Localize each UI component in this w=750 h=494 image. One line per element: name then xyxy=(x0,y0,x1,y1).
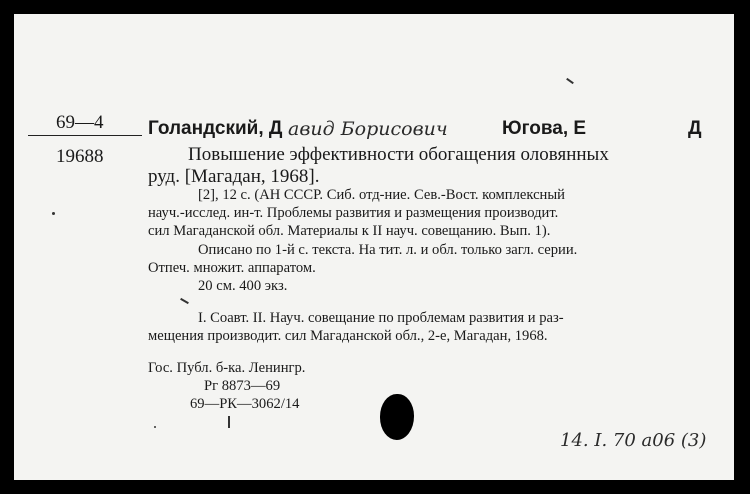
coauthor-heading: Югова, Е xyxy=(502,118,587,139)
body-line-3: сил Магаданской обл. Материалы к II науч. совещанию. Вып. 1). xyxy=(148,223,551,239)
body-line-1: [2], 12 с. (АН СССР. Сиб. отд-ние. Сев.-Вост. комплексный xyxy=(198,187,565,203)
rk-number: 69—РК—3062/14 xyxy=(190,396,300,412)
call-number: 69—4 xyxy=(56,112,104,133)
speck xyxy=(154,426,156,428)
title-line-1: Повышение эффективности обогащения оловянных xyxy=(188,144,609,165)
size-and-print-run: 20 см. 400 экз. xyxy=(198,278,288,294)
call-number-rule xyxy=(28,135,142,136)
index-letter: Д xyxy=(688,118,702,139)
stray-mark xyxy=(228,416,230,428)
note-line-1: Описано по 1-й с. текста. На тит. л. и обл. только загл. серии. xyxy=(198,242,578,258)
note-line-2: Отпеч. множит. аппаратом. xyxy=(148,260,316,276)
stray-mark xyxy=(566,78,574,84)
accession-number: 19688 xyxy=(56,146,104,167)
stray-mark xyxy=(180,298,189,304)
ink-blot xyxy=(380,394,414,440)
tracing-line-1: I. Соавт. II. Науч. совещание по проблемам развития и раз- xyxy=(198,310,564,326)
handwritten-corner-note: 14. I. 70 a06 (3) xyxy=(560,430,707,451)
registry-number: Рг 8873—69 xyxy=(204,378,281,394)
tracing-line-2: мещения производит. сил Магаданской обл., 2-е, Магадан, 1968. xyxy=(148,328,548,344)
handwritten-author-name: авид Борисович xyxy=(288,118,448,140)
title-line-2: руд. [Магадан, 1968]. xyxy=(148,166,320,187)
catalog-card xyxy=(14,14,734,480)
author-heading: Голандский, Д xyxy=(148,118,283,139)
library-name: Гос. Публ. б-ка. Ленингр. xyxy=(148,360,306,376)
speck xyxy=(52,212,55,215)
body-line-2: науч.-исслед. ин-т. Проблемы развития и размещения производит. xyxy=(148,205,559,221)
